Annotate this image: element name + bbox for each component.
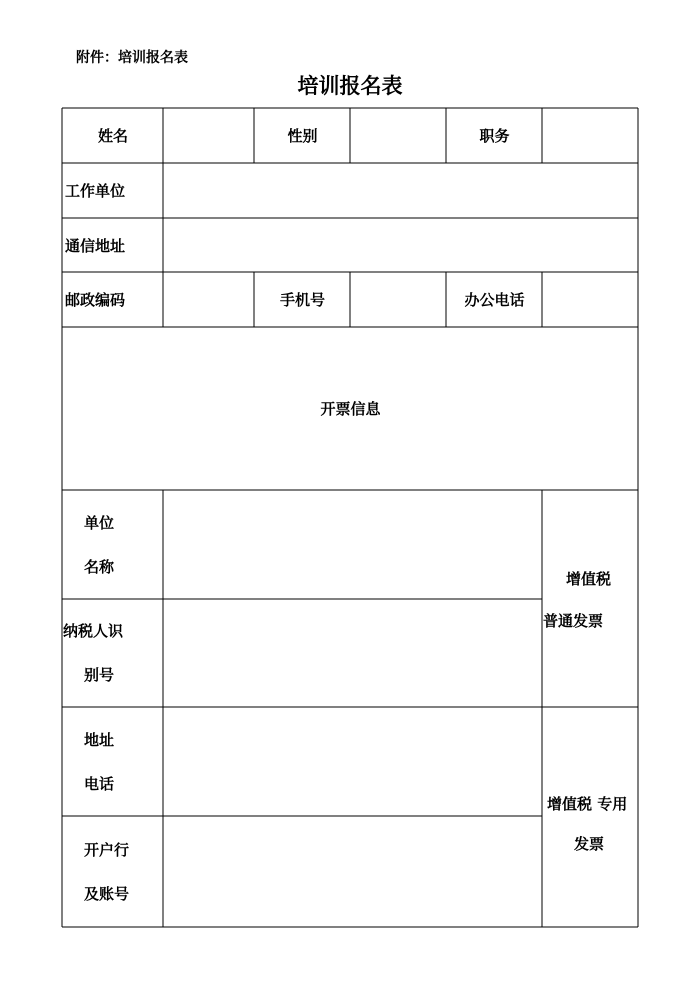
vat-normal-line1: 增值税 (566, 570, 612, 588)
vat-special-invoice-label (543, 784, 638, 864)
unit-name-label-line2: 名称 (84, 558, 115, 576)
address-phone-label-line2: 电话 (84, 775, 115, 793)
office-phone-label: 办公电话 (464, 291, 525, 309)
address-phone-label-line1: 地址 (84, 731, 115, 749)
postcode-label: 邮政编码 (65, 291, 126, 309)
vat-special-line2: 发票 (574, 835, 605, 853)
postcode-field[interactable] (164, 273, 254, 327)
attachment-label: 附件：培训报名表 (76, 50, 188, 66)
gender-label: 性别 (287, 127, 318, 145)
page-title: 培训报名表 (297, 74, 403, 98)
address-phone-label (84, 717, 162, 807)
work-unit-label: 工作单位 (65, 182, 126, 200)
bank-account-label (84, 827, 162, 917)
taxpayer-id-label-line2: 别号 (84, 666, 115, 684)
mobile-field[interactable] (351, 273, 446, 327)
gender-field[interactable] (351, 109, 446, 163)
bank-account-field[interactable] (164, 817, 542, 927)
address-field[interactable] (164, 219, 638, 272)
address-phone-field[interactable] (164, 708, 542, 816)
bank-account-label-line1: 开户行 (84, 841, 130, 859)
position-label: 职务 (479, 127, 510, 145)
vat-normal-line2: 普通发票 (543, 612, 604, 630)
position-field[interactable] (543, 109, 638, 163)
invoice-info-heading: 开票信息 (320, 400, 381, 418)
unit-name-label (84, 500, 162, 590)
name-label: 姓名 (97, 127, 128, 145)
taxpayer-id-label (63, 608, 162, 698)
vat-normal-invoice-label (543, 560, 638, 640)
address-label: 通信地址 (65, 236, 126, 255)
name-field[interactable] (164, 109, 254, 163)
vat-special-line1: 增值税 专用 (547, 795, 628, 813)
unit-name-field[interactable] (164, 491, 542, 599)
taxpayer-id-field[interactable] (164, 600, 542, 707)
office-phone-field[interactable] (543, 273, 638, 327)
bank-account-label-line2: 及账号 (84, 885, 130, 903)
taxpayer-id-label-line1: 纳税人识 (63, 622, 124, 640)
unit-name-label-line1: 单位 (84, 514, 115, 532)
work-unit-field[interactable] (164, 164, 638, 218)
mobile-label: 手机号 (279, 291, 325, 309)
